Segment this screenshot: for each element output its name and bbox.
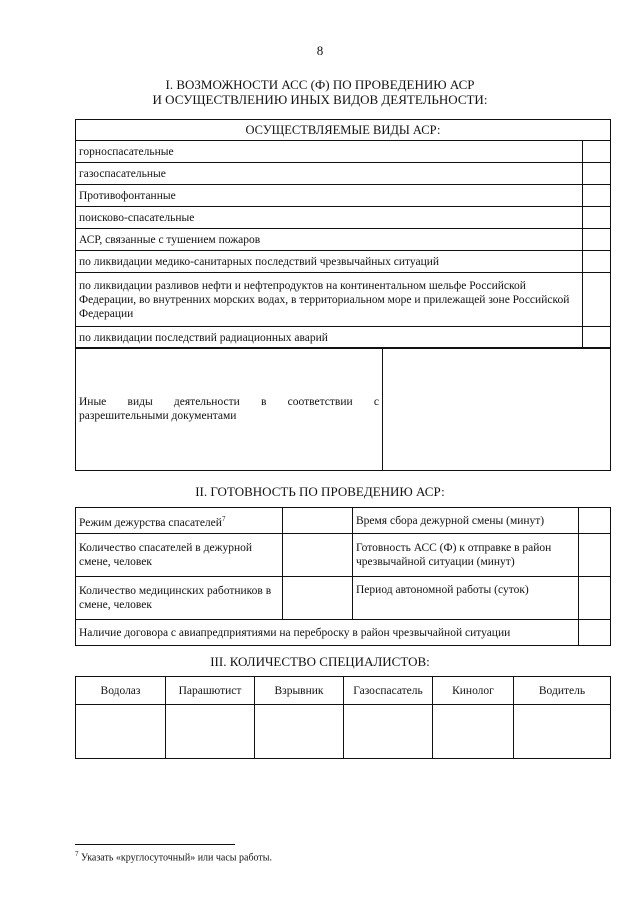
- asr-type-field[interactable]: [583, 327, 611, 349]
- other-activities-line2: разрешительными документами: [79, 410, 237, 422]
- section1-title-line1: I. ВОЗМОЖНОСТИ АСС (Ф) ПО ПРОВЕДЕНИЮ АСР: [165, 77, 475, 92]
- aviation-contract-label: Наличие договора с авиапредприятиями на переброску в район чрезвычайной ситуации: [76, 620, 579, 646]
- blaster-count-field[interactable]: [255, 705, 344, 759]
- asr-type-row: Противофонтанные: [76, 185, 583, 207]
- col-blaster: Взрывник: [255, 677, 344, 705]
- asr-type-field[interactable]: [583, 207, 611, 229]
- col-diver: Водолаз: [76, 677, 166, 705]
- driver-count-field[interactable]: [514, 705, 611, 759]
- medics-count-label: Количество медицинских работников в смене, человек: [76, 577, 283, 620]
- asr-type-field[interactable]: [583, 273, 611, 327]
- footnote-text: Указать «круглосуточный» или часы работы.: [78, 852, 273, 864]
- footnote-mark: 7: [221, 514, 226, 523]
- asr-type-field[interactable]: [583, 251, 611, 273]
- section1-title: [0, 77, 640, 107]
- asr-type-field[interactable]: [583, 229, 611, 251]
- parachutist-count-field[interactable]: [166, 705, 255, 759]
- asr-type-row: по ликвидации последствий радиационных аварий: [76, 327, 583, 349]
- readiness-label: Готовность АСС (Ф) к отправке в район чрезвычайной ситуации (минут): [353, 534, 579, 577]
- col-parachutist: Парашютист: [166, 677, 255, 705]
- autonomous-field[interactable]: [579, 577, 611, 620]
- asr-type-row: АСР, связанные с тушением пожаров: [76, 229, 583, 251]
- asr-type-row: газоспасательные: [76, 163, 583, 185]
- footnote-number: 7: [75, 850, 79, 858]
- diver-count-field[interactable]: [76, 705, 166, 759]
- asr-type-field[interactable]: [583, 185, 611, 207]
- section2-title: II. ГОТОВНОСТЬ ПО ПРОВЕДЕНИЮ АСР:: [195, 484, 445, 499]
- dog-handler-count-field[interactable]: [433, 705, 514, 759]
- other-activities-table: [75, 347, 611, 471]
- autonomous-label: Период автономной работы (суток): [353, 577, 579, 620]
- gas-rescuer-count-field[interactable]: [344, 705, 433, 759]
- medics-count-field[interactable]: [283, 577, 353, 620]
- rescuers-count-label: Количество спасателей в дежурной смене, человек: [76, 534, 283, 577]
- readiness-field[interactable]: [579, 534, 611, 577]
- duty-mode-field[interactable]: [283, 508, 353, 534]
- duty-mode-label: Режим дежурства спасателей$^7$: [76, 508, 283, 534]
- asr-type-row: поисково-спасательные: [76, 207, 583, 229]
- col-driver: Водитель: [514, 677, 611, 705]
- gather-time-label: Время сбора дежурной смены (минут): [353, 508, 579, 534]
- readiness-table: [75, 507, 611, 646]
- other-activities-label: [76, 348, 383, 471]
- asr-types-header: ОСУЩЕСТВЛЯЕМЫЕ ВИДЫ АСР:: [76, 120, 611, 141]
- footnote-divider: [75, 844, 235, 845]
- asr-type-row: по ликвидации медико-санитарных последствий чрезвычайных ситуаций: [76, 251, 583, 273]
- other-activities-field[interactable]: [383, 348, 611, 471]
- asr-type-field[interactable]: [583, 163, 611, 185]
- specialists-table: [75, 676, 611, 759]
- footnote: [75, 850, 272, 863]
- section3-title: III. КОЛИЧЕСТВО СПЕЦИАЛИСТОВ:: [210, 654, 430, 669]
- section1-title-line2: И ОСУЩЕСТВЛЕНИЮ ИНЫХ ВИДОВ ДЕЯТЕЛЬНОСТИ:: [152, 92, 488, 107]
- gather-time-field[interactable]: [579, 508, 611, 534]
- asr-type-row: по ликвидации разливов нефти и нефтепродуктов на континентальном шельфе Российской Федерации, во внутренних морских водах, в территориальном море и прилежащей зоне Российской Федерации: [76, 273, 583, 327]
- asr-types-table: [75, 119, 611, 349]
- rescuers-count-field[interactable]: [283, 534, 353, 577]
- asr-type-field[interactable]: [583, 141, 611, 163]
- other-activities-line1: Иные виды деятельности в соответствии с: [79, 396, 379, 408]
- col-dog-handler: Кинолог: [433, 677, 514, 705]
- col-gas-rescuer: Газоспасатель: [344, 677, 433, 705]
- page-number: 8: [316, 43, 324, 58]
- aviation-contract-field[interactable]: [579, 620, 611, 646]
- asr-type-row: горноспасательные: [76, 141, 583, 163]
